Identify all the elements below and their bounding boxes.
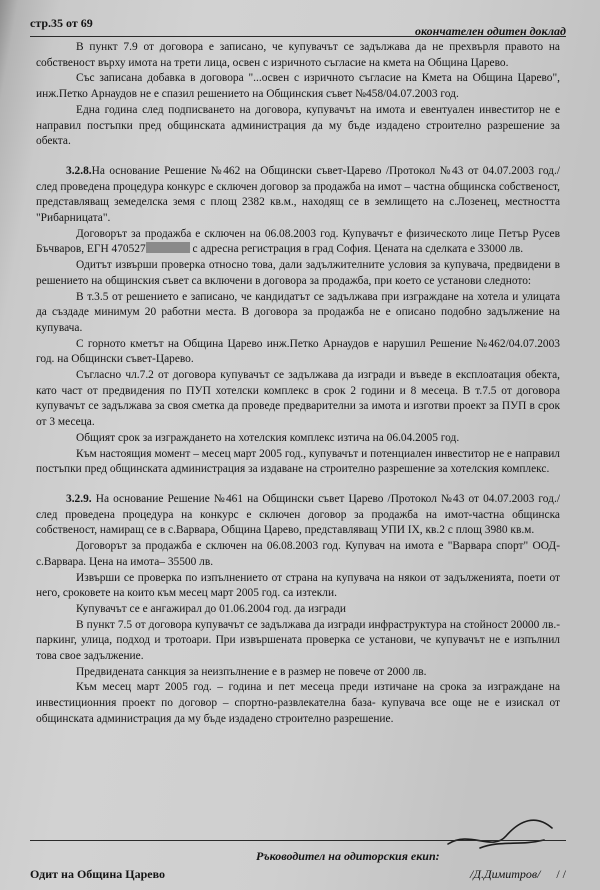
paragraph <box>36 227 560 258</box>
paragraph: Купувачът се е ангажирал до 01.06.2004 год. да изгради <box>76 602 347 615</box>
paragraph: Към настоящия момент – месец март 2005 год., купувачът и потенциален инвеститор не е направил постъпки пред общинската администрация за издаване на строително разрешение за хотелския комплекс. <box>36 447 560 476</box>
paragraph: Извърши се проверка по изпълнението от страна на купувача на някои от задълженията, поети от него, сроковете на които към месец март 2005 год. са изтекли. <box>36 571 560 600</box>
paragraph: Съгласно чл.7.2 от договора купувачът се задължава да изгради и въведе в експлоатация обекта, като част от предвидения по ПУП хотелски комплекс в срок 2 години и 8 месеца. В т.7.5 от договора купувачът се задължава за своя сметка да проведе предварителни за имота и изготви проект за ПУП в срок от 3 месеца. <box>36 369 560 429</box>
team-head-label: Ръководител на одиторския екип: <box>256 849 440 863</box>
paragraph: Една година след подписването на договора, купувачът на имота и евентуален инвеститор не е направил постъпки пред общинската администрация да му бъде издадено строително разрешение за обекта. <box>36 103 560 148</box>
section-text: На основание Решение №462 на Общински съвет-Царево /Протокол №43 от 04.07.2003 год./след проведена процедура конкурс е сключен договор за продажба на имот – частна общинска собственост, представляващ земеделска земя с площ 2382 кв.м., находящ се в землището на с.Лозенец, местността "Рибарницата". <box>36 164 560 225</box>
paragraph: Със записана добавка в договора "...освен с изричното съгласие на Кмета на Община Царево", инж.Петко Арнаудов не е спазил решението на Общинския съвет №458/04.07.2003 год. <box>36 72 560 101</box>
audit-name: Одит на Община Царево <box>30 867 165 881</box>
signer-name: /Д.Димитров/ <box>470 867 541 881</box>
section-text: На основание Решение №461 на Общински съвет Царево /Протокол №43 от 04.07.2003 год./ след проведена процедура на конкурс е сключен договор за продажба на имот-частна общинска собственост, намиращ се в с.Варвара, Община Царево, представляващ УПИ IX, кв.2 с площ 3980 кв.м. <box>36 492 560 537</box>
page-footer <box>30 840 566 889</box>
paragraph: Общият срок за изграждането на хотелския комплекс изтича на 06.04.2005 год. <box>76 431 460 444</box>
document-body <box>36 40 560 728</box>
paragraph: Предвидената санкция за неизпълнение е в размер не повече от 2000 лв. <box>76 665 427 678</box>
paragraph: В пункт 7.5 от договора купувачът се задължава да изгради инфраструктура на стойност 20000 лв.- паркинг, улица, подход и тротоари. При извършената проверка се установи, че купувачът не е изпълнил това свое задължение. <box>36 618 560 663</box>
section-number: 3.2.8. <box>66 164 92 177</box>
redaction-mark <box>146 242 190 253</box>
footer-stamp: / / <box>556 867 566 881</box>
section-3-2-8 <box>36 164 560 227</box>
report-type: окончателен одитен доклад <box>415 24 566 38</box>
paragraph: С горното кметът на Община Царево инж.Петко Арнаудов е нарушил Решение №462/04.07.2003 год. на Общински съвет-Царево. <box>36 337 560 366</box>
paragraph: Договорът за продажба е сключен на 06.08.2003 год. Купувач на имота е "Варвара спорт" ООД-с.Варвара. Цена на имота– 35500 лв. <box>36 540 560 568</box>
paragraph-text: Договорът за продажба е сключен на 06.08.2003 год. Купувачът е физическото лице Петър Русев Бъчваров, ЕГН 470527 <box>36 227 560 256</box>
section-3-2-9 <box>36 492 560 539</box>
page-header <box>30 10 566 37</box>
paragraph: Към месец март 2005 год. – година и пет месеца преди изтичане на срока за изграждане на инвестиционния проект по договор – спортно-развлекателна база- купувача все още не е изискал от общинската администрация да му бъде издадено строително разрешение. <box>36 681 560 725</box>
paragraph-text-continued: с адресна регистрация в град София. Цената на сделката е 33000 лв. <box>189 243 524 256</box>
section-number: 3.2.9. <box>66 492 92 505</box>
page-number: стр.35 от 69 <box>30 16 93 30</box>
paragraph: В т.3.5 от решението е записано, че кандидатът се задължава при изграждане на хотела и улицата да създаде минимум 20 работни места. В договора за продажба не е описано подобно задължение на купувача. <box>36 290 560 334</box>
paragraph: Одитът извърши проверка относно това, дали задължителните условия за купувача, предвидени в решението на общинския съвет са включени в договора за продажба, при което се установи следното: <box>36 259 560 287</box>
paragraph: В пункт 7.9 от договора е записано, че купувачът се задължава да не прехвърля правото на собственост върху имота на трети лица, освен с изричното съгласие на кмета на Община Царево. <box>36 41 560 69</box>
